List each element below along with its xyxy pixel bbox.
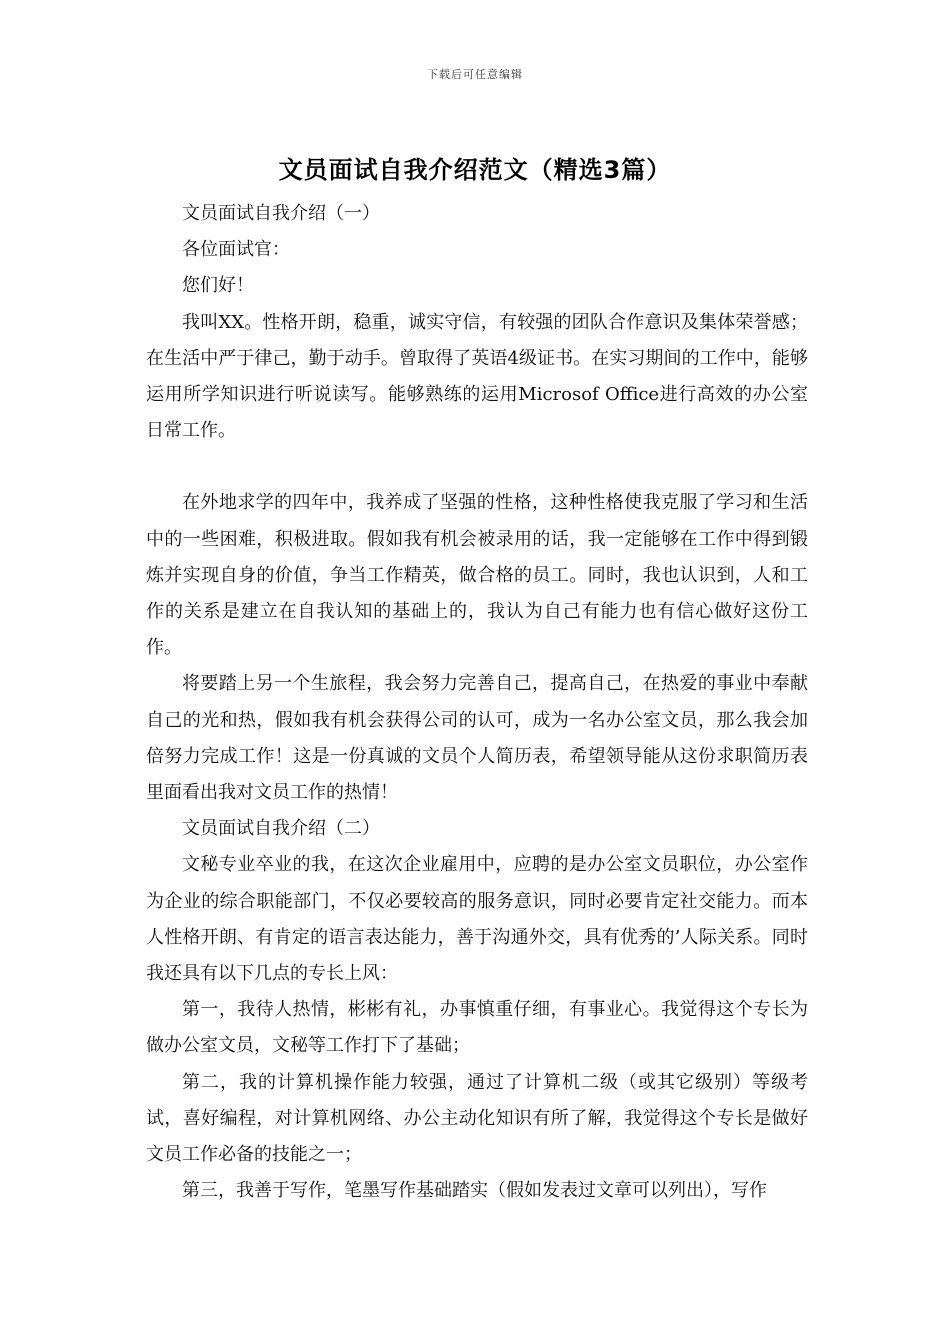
section-heading-2: 文员面试自我介绍（二） <box>182 818 380 840</box>
paragraph-intro: 我叫XX。性格开朗，稳重，诚实守信，有较强的团队合作意识及集体荣誉感；在生活中严于律己，勤于动手。曾取得了英语4级证书。在实习期间的工作中，能够运用所学知识进行听说读写。能够熟练的运用Microsof Office进行高效的办公室日常工作。 <box>146 311 808 442</box>
paragraph-major: 文秘专业卒业的我，在这次企业雇用中，应聘的是办公室文员职位，办公室作为企业的综合职能部门，不仅必要较高的服务意识，同时必要肯定社交能力。而本人性格开朗、有肯定的语言表达能力，善于沟通外交，具有优秀的’人际关系。同时我还具有以下几点的专长上风： <box>146 854 808 985</box>
paragraph-strength-3: 第三，我善于写作，笔墨写作基础踏实（假如发表过文章可以列出），写作 <box>182 1180 767 1202</box>
greeting: 您们好！ <box>182 275 254 297</box>
document-body <box>146 196 808 1209</box>
paragraph-strength-1: 第一，我待人热情，彬彬有礼，办事慎重仔细，有事业心。我觉得这个专长为做办公室文员，文秘等工作打下了基础； <box>146 999 808 1057</box>
blank-line <box>146 449 808 485</box>
paragraph-study: 在外地求学的四年中，我养成了坚强的性格，这种性格使我克服了学习和生活中的一些困难，积极进取。假如我有机会被录用的话，我一定能够在工作中得到锻炼并实现自身的价值，争当工作精英，做合格的员工。同时，我也认识到，人和工作的关系是建立在自我认知的基础上的，我认为自己有能力也有信心做好这份工作。 <box>146 492 808 659</box>
header-note: 下载后可任意编辑 <box>427 68 523 81</box>
paragraph-closing: 将要踏上另一个生旅程，我会努力完善自己，提高自己，在热爱的事业中奉献自己的光和热，假如我有机会获得公司的认可，成为一名办公室文员，那么我会加倍努力完成工作！这是一份真诚的文员个人简历表，希望领导能从这份求职简历表里面看出我对文员工作的热情！ <box>146 673 808 804</box>
paragraph-strength-2: 第二，我的计算机操作能力较强，通过了计算机二级（或其它级别）等级考试，喜好编程，对计算机网络、办公主动化知识有所了解，我觉得这个专长是做好文员工作必备的技能之一； <box>146 1071 808 1166</box>
salutation: 各位面试官： <box>182 239 290 261</box>
document-title: 文员面试自我介绍范文（精选3篇） <box>278 156 672 184</box>
section-heading-1: 文员面试自我介绍（一） <box>182 203 380 224</box>
